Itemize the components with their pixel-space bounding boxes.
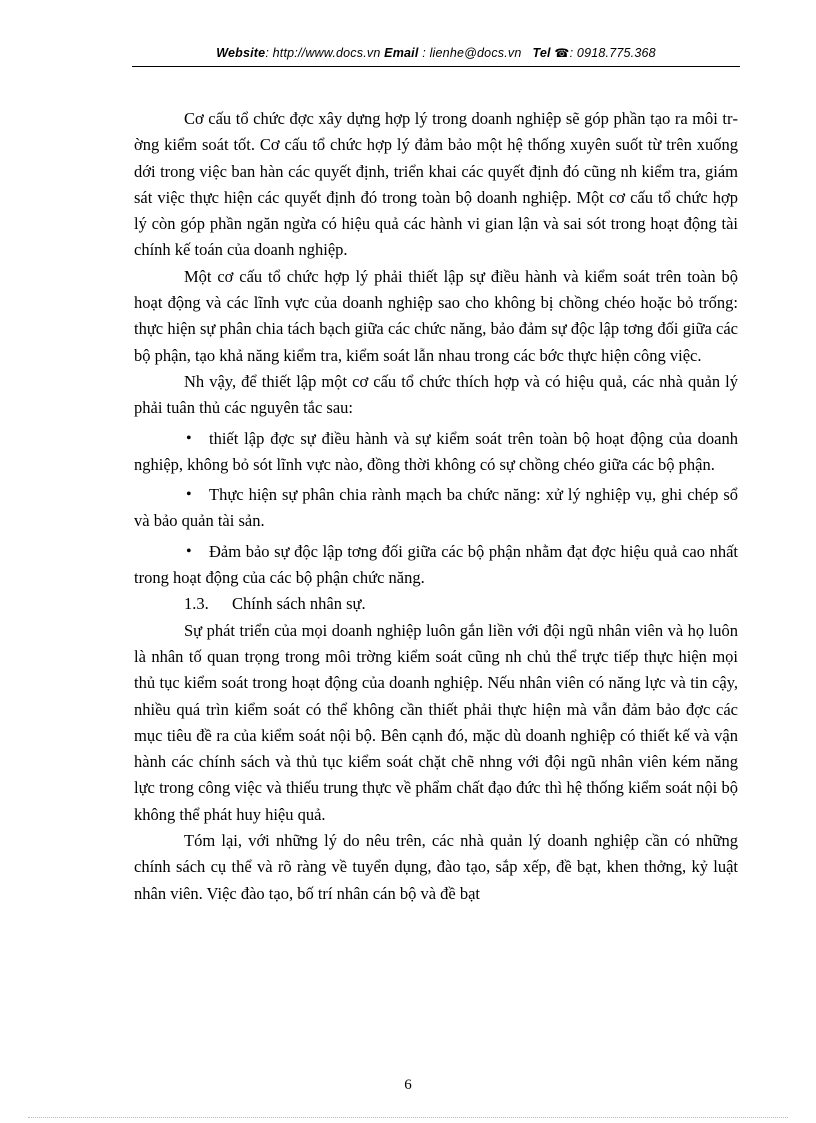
paragraph-3: Nh vậy, để thiết lập một cơ cấu tổ chức thích hợp và có hiệu quả, các nhà quản lý phải tuân thủ các nguyên tắc sau: bbox=[134, 371, 738, 418]
page-number: 6 bbox=[404, 1077, 412, 1093]
document-body bbox=[134, 106, 738, 907]
phone-icon: ☎ bbox=[554, 46, 570, 60]
email-value: : lienhe@docs.vn bbox=[422, 46, 522, 60]
footer-divider bbox=[28, 1117, 788, 1118]
bullet-icon: • bbox=[186, 429, 192, 447]
website-label: Website bbox=[216, 46, 266, 60]
paragraph-1: Cơ cấu tổ chức đợc xây dựng hợp lý trong doanh nghiệp sẽ góp phần tạo ra môi trờng kiểm soát tốt. Cơ cấu tổ chức hợp lý đảm bảo một hệ thống xuyên suốt từ trên xuống dới trong việc ban hàn các quyết định, triển khai các quyết định đó cũng nh kiểm tra, giám sát việc thực hiện các quyết định đó trong toàn bộ doanh nghiệp. Một cơ cấu tổ chức hợp lý còn góp phần ngăn ngừa có hiệu quả các hành vi gian lận và sai sót trong hoạt động tài chính kế toán của doanh nghiệp. bbox=[134, 109, 738, 260]
tel-label: Tel bbox=[532, 46, 551, 60]
tel-value: : 0918.775.368 bbox=[569, 46, 656, 60]
paragraph-4: Sự phát triển của mọi doanh nghiệp luôn gắn liền với đội ngũ nhân viên và họ luôn là nhân tố quan trọng trong môi trờng kiểm soát cũng nh chủ thể trực tiếp thực hiện mọi thủ tục kiểm soát trong hoạt động của doanh nghiệp. Nếu nhân viên có năng lực và tin cậy, nhiều quá trìn kiểm soát có thể không cần thiết phải thực hiện mà vẫn đảm bảo đợc các mục tiêu đề ra của kiểm soát nội bộ. Bên cạnh đó, mặc dù doanh nghiệp có thiết kế và vận hành các chính sách và thủ tục kiểm soát chặt chẽ nhng với đội ngũ nhân viên kém năng lực trong công việc và thiếu trung thực về phẩm chất đạo đức thì hệ thống kiểm soát nội bộ không thể phát huy hiệu quả. bbox=[134, 620, 738, 824]
paragraph-5: Tóm lại, với những lý do nêu trên, các nhà quản lý doanh nghiệp cần có những chính sách cụ thể và rõ ràng về tuyển dụng, đào tạo, sắp xếp, đề bạt, khen thởng, kỷ luật nhân viên. Việc đào tạo, bố trí nhân cán bộ và đề bạt bbox=[134, 831, 738, 903]
bullet-icon: • bbox=[186, 486, 192, 504]
bullet-item bbox=[134, 539, 738, 592]
bullet-icon: • bbox=[186, 542, 192, 560]
email-label: Email bbox=[384, 46, 419, 60]
section-heading bbox=[134, 591, 738, 617]
section-number: 1.3. bbox=[184, 594, 209, 614]
bullet-text: thiết lập đợc sự điều hành và sự kiểm soát trên toàn bộ hoạt động của doanh nghiệp, không bỏ sót lĩnh vực nào, đồng thời không có sự chồng chéo giữa các bộ phận. bbox=[134, 428, 738, 474]
header-divider bbox=[132, 66, 740, 67]
page-header bbox=[132, 46, 740, 60]
bullet-item bbox=[134, 426, 738, 479]
section-title: Chính sách nhân sự. bbox=[232, 594, 366, 614]
bullet-text: Đảm bảo sự độc lập tơng đối giữa các bộ phận nhằm đạt đợc hiệu quả cao nhất trong hoạt động của các bộ phận chức năng. bbox=[134, 541, 738, 588]
bullet-text: Thực hiện sự phân chia rành mạch ba chức năng: xử lý nghiệp vụ, ghi chép sổ và bảo quản tài sản. bbox=[134, 485, 738, 531]
paragraph-2: Một cơ cấu tổ chức hợp lý phải thiết lập sự điều hành và kiểm soát trên toàn bộ hoạt động và các lĩnh vực của doanh nghiệp sao cho không bị chồng chéo hoặc bỏ trống: thực hiện sự phân chia tách bạch giữa các chức năng, bảo đảm sự độc lập tơng đối giữa các bộ phận, tạo khả năng kiểm tra, kiểm soát lẫn nhau trong các bớc thực hiện công việc. bbox=[134, 266, 738, 365]
website-value: : http://www.docs.vn bbox=[265, 46, 381, 60]
bullet-item bbox=[134, 482, 738, 535]
